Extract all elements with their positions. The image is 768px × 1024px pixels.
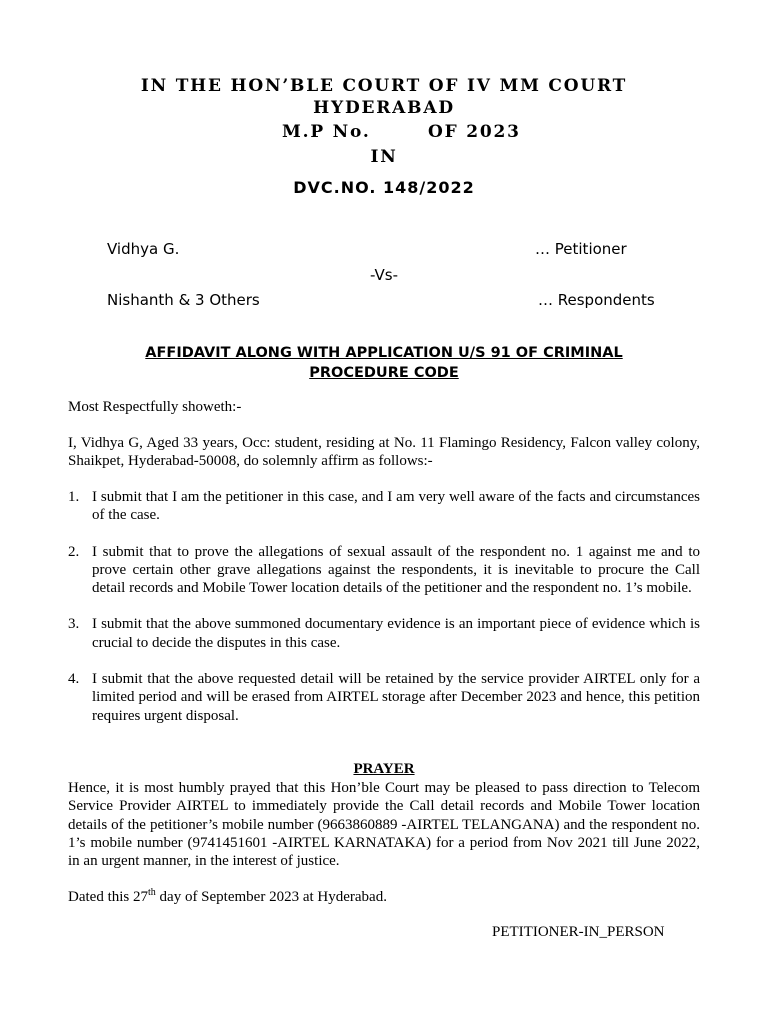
court-heading: IN THE HON’BLE COURT OF IV MM COURT [140,76,628,96]
salutation: Most Respectfully showeth:- [68,399,242,415]
petitioner-name: Vidhya G. [107,240,180,258]
petitioner-role: … Petitioner [535,240,627,258]
item-text: I submit that I am the petitioner in this case, and I am very well aware of the facts and circumstances of the case. [92,489,700,524]
item-text: I submit that the above requested detail will be retained by the service provider AIRTEL only for a limited period and will be erased from AIRTEL storage after December 2023 and hence, this petition requires urgent disposal. [92,671,700,724]
item-number: 3. [68,616,80,633]
submission-item [68,615,700,652]
affidavit-title-line-2: PROCEDURE CODE [309,365,459,381]
dated-ordinal: th [148,887,156,898]
respondent-role: … Respondents [538,291,655,309]
mp-year: OF 2023 [428,122,521,142]
respondent-name: Nishanth & 3 Others [107,291,260,309]
item-text: I submit that to prove the allegations of sexual assault of the respondent no. 1 against me and to prove certain other grave allegations against the respondents, it is inevitable to procure the Call detail records and Mobile Tower location details of the petitioner and the respondent no. 1’s mobile. [92,543,700,597]
dated-suffix: day of September 2023 at Hyderabad. [155,889,387,905]
affidavit-title-line-1: AFFIDAVIT ALONG WITH APPLICATION U/S 91 OF CRIMINAL [145,345,623,361]
item-number: 2. [68,543,80,560]
submission-item [68,670,700,725]
item-number: 1. [68,489,80,505]
mp-label: M.P No. [282,122,371,142]
item-text: I submit that the above summoned documentary evidence is an important piece of evidence which is crucial to decide the disputes in this case. [92,616,700,651]
numbered-submissions [68,488,700,725]
intro-paragraph: I, Vidhya G, Aged 33 years, Occ: student, residing at No. 11 Flamingo Residency, Falcon valley colony, Shaikpet, Hyderabad-50008, do solemnly affirm as follows:- [68,435,700,470]
dated-prefix: Dated this 27 [68,889,148,905]
in-label: IN [370,147,398,167]
prayer-heading: PRAYER [353,761,415,777]
prayer-paragraph: Hence, it is most humbly prayed that this Hon’ble Court may be pleased to pass direction to Telecom Service Provider AIRTEL to immediately provide the Call detail records and Mobile Tower location details of the petitioner’s mobile number (9663860889 -AIRTEL TELANGANA) and the respondent no. 1’s mobile number (9741451601 -AIRTEL KARNATAKA) for a period from Nov 2021 till June 2022, in an urgent manner, in the interest of justice. [68,780,700,870]
signature-line: PETITIONER-IN_PERSON [492,924,665,940]
submission-item [68,543,700,598]
dated-line [68,888,700,906]
item-number: 4. [68,671,80,688]
dvc-number: DVC.NO. 148/2022 [293,178,475,197]
court-city: HYDERABAD [313,98,455,118]
submission-item [68,488,700,525]
versus-label: -Vs- [369,266,399,284]
